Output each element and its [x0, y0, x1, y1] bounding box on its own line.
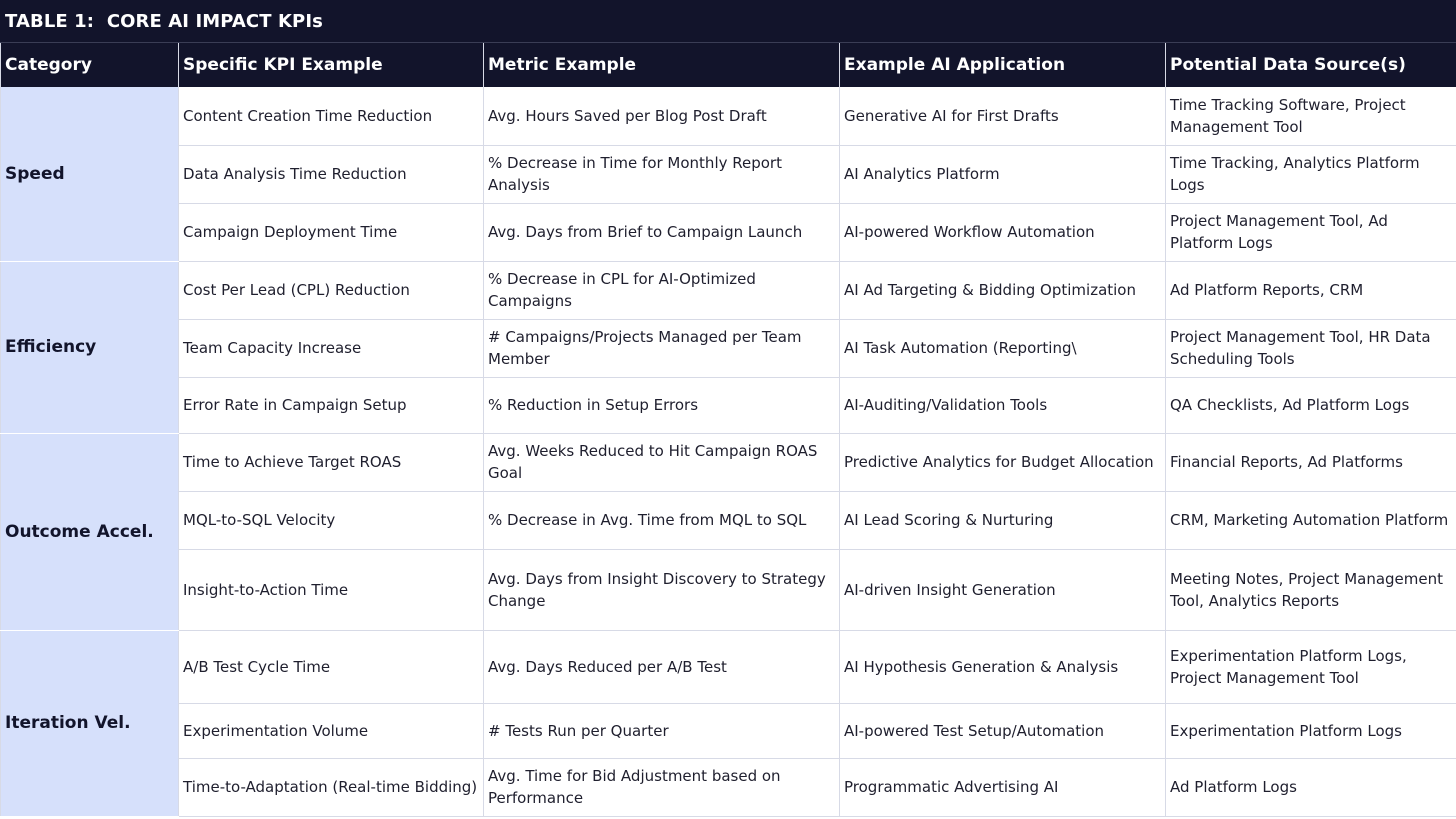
data-source-cell: Time Tracking, Analytics Platform Logs — [1166, 145, 1456, 203]
table-row — [1, 319, 1456, 377]
kpi-table — [0, 43, 1456, 817]
kpi-cell: Team Capacity Increase — [179, 319, 484, 377]
data-source-cell: Financial Reports, Ad Platforms — [1166, 433, 1456, 491]
metric-cell: # Tests Run per Quarter — [484, 703, 840, 758]
ai-application-cell: AI-Auditing/Validation Tools — [840, 377, 1166, 433]
metric-cell: Avg. Days Reduced per A/B Test — [484, 630, 840, 703]
table-row — [1, 433, 1456, 491]
ai-application-cell: AI-powered Workflow Automation — [840, 203, 1166, 261]
data-source-cell: QA Checklists, Ad Platform Logs — [1166, 377, 1456, 433]
header-category: Category — [1, 43, 179, 87]
kpi-cell: MQL-to-SQL Velocity — [179, 491, 484, 549]
kpi-cell: Data Analysis Time Reduction — [179, 145, 484, 203]
data-source-cell: Project Management Tool, Ad Platform Logs — [1166, 203, 1456, 261]
ai-application-cell: AI Task Automation (Reporting\ — [840, 319, 1166, 377]
category-cell: Efficiency — [1, 261, 179, 433]
metric-cell: % Decrease in Time for Monthly Report Analysis — [484, 145, 840, 203]
data-source-cell: Time Tracking Software, Project Management Tool — [1166, 87, 1456, 145]
ai-application-cell: AI Hypothesis Generation & Analysis — [840, 630, 1166, 703]
data-source-cell: Experimentation Platform Logs — [1166, 703, 1456, 758]
ai-application-cell: Programmatic Advertising AI — [840, 758, 1166, 816]
category-cell: Iteration Vel. — [1, 630, 179, 816]
table-row — [1, 87, 1456, 145]
table-title: TABLE 1: CORE AI IMPACT KPIs — [0, 0, 1456, 43]
kpi-cell: Campaign Deployment Time — [179, 203, 484, 261]
data-source-cell: Ad Platform Logs — [1166, 758, 1456, 816]
table-row — [1, 630, 1456, 703]
ai-application-cell: AI-driven Insight Generation — [840, 549, 1166, 630]
data-source-cell: Meeting Notes, Project Management Tool, Analytics Reports — [1166, 549, 1456, 630]
metric-cell: % Decrease in CPL for AI-Optimized Campaigns — [484, 261, 840, 319]
metric-cell: Avg. Hours Saved per Blog Post Draft — [484, 87, 840, 145]
table-row — [1, 549, 1456, 630]
kpi-cell: Error Rate in Campaign Setup — [179, 377, 484, 433]
header-specific-kpi: Specific KPI Example — [179, 43, 484, 87]
header-data-source: Potential Data Source(s) — [1166, 43, 1456, 87]
table-row — [1, 203, 1456, 261]
table-row — [1, 703, 1456, 758]
metric-cell: Avg. Days from Brief to Campaign Launch — [484, 203, 840, 261]
ai-application-cell: AI Lead Scoring & Nurturing — [840, 491, 1166, 549]
data-source-cell: Experimentation Platform Logs, Project Management Tool — [1166, 630, 1456, 703]
kpi-cell: Content Creation Time Reduction — [179, 87, 484, 145]
data-source-cell: CRM, Marketing Automation Platform — [1166, 491, 1456, 549]
ai-application-cell: AI Analytics Platform — [840, 145, 1166, 203]
metric-cell: Avg. Weeks Reduced to Hit Campaign ROAS Goal — [484, 433, 840, 491]
table-body — [1, 87, 1456, 816]
category-cell: Outcome Accel. — [1, 433, 179, 630]
metric-cell: % Reduction in Setup Errors — [484, 377, 840, 433]
ai-application-cell: Generative AI for First Drafts — [840, 87, 1166, 145]
table-row — [1, 491, 1456, 549]
ai-application-cell: AI Ad Targeting & Bidding Optimization — [840, 261, 1166, 319]
category-cell: Speed — [1, 87, 179, 261]
table-row — [1, 145, 1456, 203]
table-row — [1, 377, 1456, 433]
kpi-cell: Cost Per Lead (CPL) Reduction — [179, 261, 484, 319]
table-row — [1, 261, 1456, 319]
ai-application-cell: Predictive Analytics for Budget Allocation — [840, 433, 1166, 491]
header-row — [1, 43, 1456, 87]
kpi-cell: Time to Achieve Target ROAS — [179, 433, 484, 491]
kpi-cell: Experimentation Volume — [179, 703, 484, 758]
metric-cell: Avg. Time for Bid Adjustment based on Performance — [484, 758, 840, 816]
metric-cell: Avg. Days from Insight Discovery to Strategy Change — [484, 549, 840, 630]
header-ai-application: Example AI Application — [840, 43, 1166, 87]
metric-cell: % Decrease in Avg. Time from MQL to SQL — [484, 491, 840, 549]
ai-application-cell: AI-powered Test Setup/Automation — [840, 703, 1166, 758]
kpi-cell: Insight-to-Action Time — [179, 549, 484, 630]
kpi-cell: Time-to-Adaptation (Real-time Bidding) — [179, 758, 484, 816]
header-metric: Metric Example — [484, 43, 840, 87]
kpi-cell: A/B Test Cycle Time — [179, 630, 484, 703]
data-source-cell: Ad Platform Reports, CRM — [1166, 261, 1456, 319]
metric-cell: # Campaigns/Projects Managed per Team Member — [484, 319, 840, 377]
data-source-cell: Project Management Tool, HR Data Scheduling Tools — [1166, 319, 1456, 377]
table-row — [1, 758, 1456, 816]
